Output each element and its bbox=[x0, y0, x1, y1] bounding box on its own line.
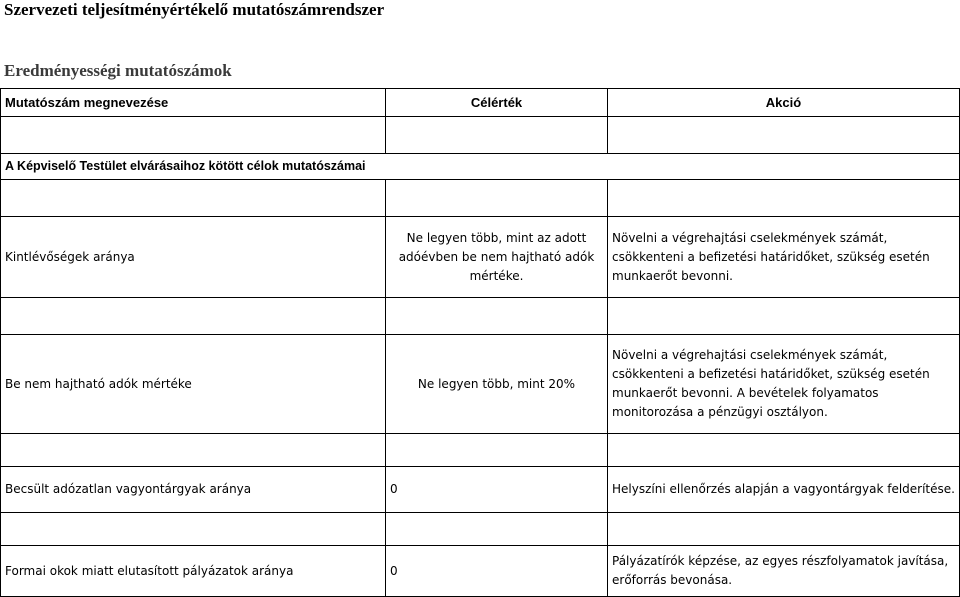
section-title: Eredményességi mutatószámok bbox=[4, 61, 232, 80]
header-indicator-name: Mutatószám megnevezése bbox=[1, 89, 386, 117]
empty-cell bbox=[386, 298, 608, 335]
table-row bbox=[1, 546, 960, 597]
table-row bbox=[1, 335, 960, 434]
indicator-name-cell: Be nem hajtható adók mértéke bbox=[1, 335, 386, 434]
empty-cell bbox=[608, 117, 960, 154]
empty-cell bbox=[608, 180, 960, 217]
header-action: Akció bbox=[608, 89, 960, 117]
action-cell: Növelni a végrehajtási cselekmények számát, csökkenteni a befizetési határidőket, szükség esetén munkaerőt bevonni. A bevételek folyamatos monitorozása a pénzügyi osztályon. bbox=[608, 335, 960, 434]
target-value-cell: 0 bbox=[386, 467, 608, 513]
action-cell: Növelni a végrehajtási cselekmények számát, csökkenteni a befizetési határidőket, szükség esetén munkaerőt bevonni. bbox=[608, 217, 960, 298]
indicator-name-cell: Becsült adózatlan vagyontárgyak aránya bbox=[1, 467, 386, 513]
indicator-name-cell: Formai okok miatt elutasított pályázatok aránya bbox=[1, 546, 386, 597]
group-title: A Képviselő Testület elvárásaihoz kötött célok mutatószámai bbox=[1, 154, 960, 180]
empty-cell bbox=[608, 434, 960, 467]
action-cell: Helyszíni ellenőrzés alapján a vagyontárgyak felderítése. bbox=[608, 467, 960, 513]
header-target-value: Célérték bbox=[386, 89, 608, 117]
empty-cell bbox=[1, 298, 386, 335]
empty-cell bbox=[386, 180, 608, 217]
empty-cell bbox=[1, 434, 386, 467]
kpi-table bbox=[0, 88, 960, 597]
table-header-row bbox=[1, 89, 960, 117]
group-title-row bbox=[1, 154, 960, 180]
empty-cell bbox=[386, 434, 608, 467]
target-value-cell: Ne legyen több, mint 20% bbox=[386, 335, 608, 434]
table-spacer-row bbox=[1, 298, 960, 335]
empty-cell bbox=[386, 513, 608, 546]
table-row bbox=[1, 467, 960, 513]
empty-cell bbox=[608, 298, 960, 335]
table-spacer-row bbox=[1, 180, 960, 217]
table-spacer-row bbox=[1, 513, 960, 546]
empty-cell bbox=[608, 513, 960, 546]
empty-cell bbox=[386, 117, 608, 154]
table-row bbox=[1, 217, 960, 298]
target-value-cell: Ne legyen több, mint az adott adóévben be nem hajtható adók mértéke. bbox=[386, 217, 608, 298]
table-spacer-row bbox=[1, 117, 960, 154]
table-spacer-row bbox=[1, 434, 960, 467]
empty-cell bbox=[1, 117, 386, 154]
empty-cell bbox=[1, 180, 386, 217]
action-cell: Pályázatírók képzése, az egyes részfolyamatok javítása, erőforrás bevonása. bbox=[608, 546, 960, 597]
indicator-name-cell: Kintlévőségek aránya bbox=[1, 217, 386, 298]
empty-cell bbox=[1, 513, 386, 546]
target-value-cell: 0 bbox=[386, 546, 608, 597]
document-title: Szervezeti teljesítményértékelő mutatószámrendszer bbox=[4, 0, 385, 19]
